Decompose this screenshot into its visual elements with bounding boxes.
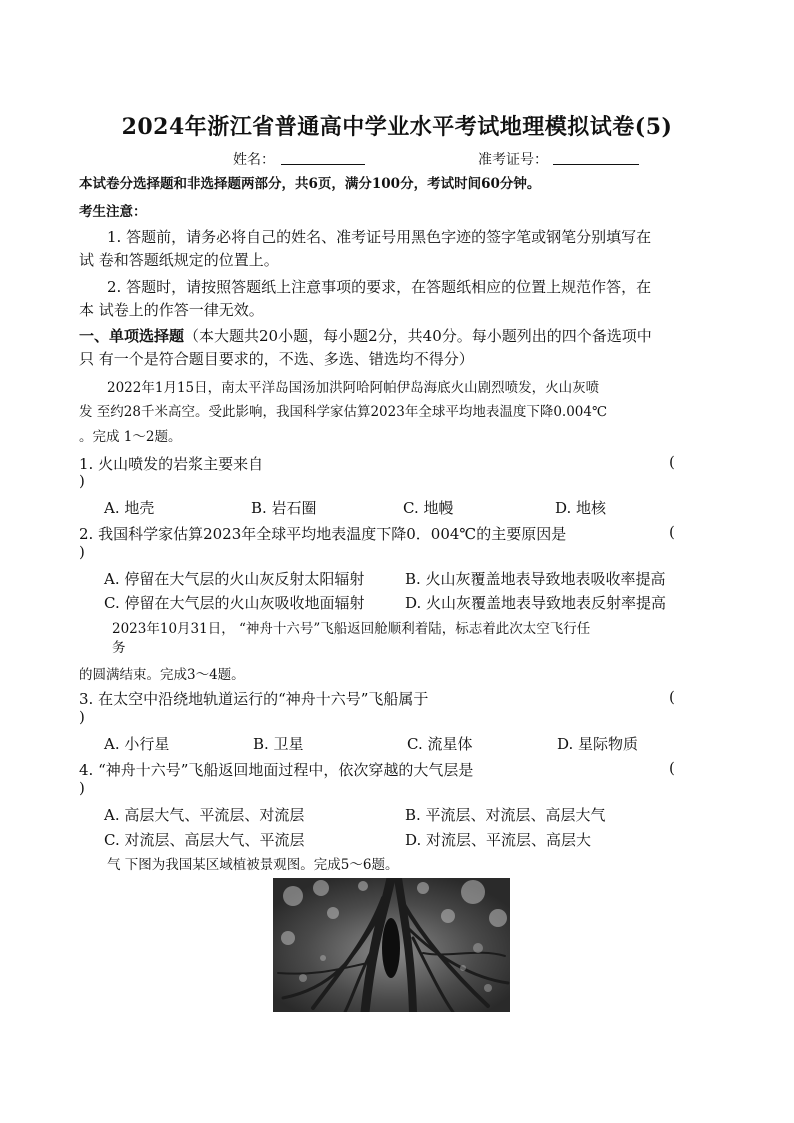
question-3-option-c: C. 流星体 bbox=[407, 735, 473, 753]
passage-1-line-1: 2022年1月15日，南太平洋岛国汤加洪阿哈阿帕伊岛海底火山剧烈喷发，火山灰喷 bbox=[107, 380, 600, 396]
id-label: 准考证号： bbox=[478, 152, 548, 168]
question-1-option-b: B. 岩石圈 bbox=[251, 499, 317, 517]
notice-item-1-line-1: 1. 答题前，请务必将自己的姓名、准考证号用黑色字迹的签字笔或钢笔分别填写在 bbox=[107, 228, 652, 246]
question-1-option-d: D. 地核 bbox=[555, 499, 607, 517]
vegetation-photo-illustration bbox=[273, 878, 510, 1012]
question-4-stem: 4. “神舟十六号”飞船返回地面过程中，依次穿越的大气层是 bbox=[79, 761, 474, 779]
question-2-paren-open: ( bbox=[669, 523, 675, 541]
page-title: 2024年浙江省普通高中学业水平考试地理模拟试卷(5) bbox=[121, 114, 673, 140]
question-2-paren-close: ) bbox=[79, 543, 85, 561]
notice-heading: 考生注意： bbox=[79, 204, 147, 220]
question-3-paren-open: ( bbox=[669, 688, 675, 706]
question-3-option-d: D. 星际物质 bbox=[557, 735, 639, 753]
notice-item-1-line-2: 试 卷和答题纸规定的位置上。 bbox=[79, 251, 279, 269]
question-2-option-a: A. 停留在大气层的火山灰反射太阳辐射 bbox=[104, 570, 365, 588]
notice-item-2-line-1: 2. 答题时，请按照答题纸上注意事项的要求，在答题纸相应的位置上规范作答，在 bbox=[107, 278, 652, 296]
question-4-option-a: A. 高层大气、平流层、对流层 bbox=[104, 806, 305, 824]
question-4-paren-close: ) bbox=[79, 779, 85, 797]
exam-intro: 本试卷分选择题和非选择题两部分，共6页，满分100分，考试时间60分钟。 bbox=[79, 176, 541, 192]
passage-2-line-1: 2023年10月31日， “神舟十六号”飞船返回舱顺利着陆，标志着此次太空飞行任 bbox=[112, 621, 591, 637]
question-2-option-c: C. 停留在大气层的火山灰吸收地面辐射 bbox=[104, 594, 365, 612]
name-label: 姓名： bbox=[233, 152, 275, 168]
passage-2-line-3: 的圆满结束。完成3～4题。 bbox=[79, 667, 245, 683]
question-1-stem: 1. 火山喷发的岩浆主要来自 bbox=[79, 455, 264, 473]
question-1-option-a: A. 地壳 bbox=[104, 499, 155, 517]
section-1-heading: 一、单项选择题 bbox=[79, 327, 185, 345]
section-1-desc-line-1: （本大题共20小题，每小题2分，共40分。每小题列出的四个备选项中 bbox=[184, 327, 652, 345]
question-2-option-d: D. 火山灰覆盖地表导致地表反射率提高 bbox=[405, 594, 667, 612]
question-2-stem: 2. 我国科学家估算2023年全球平均地表温度下降0．004℃的主要原因是 bbox=[79, 525, 567, 543]
question-3-stem: 3. 在太空中沿绕地轨道运行的“神舟十六号”飞船属于 bbox=[79, 690, 429, 708]
section-1-header bbox=[79, 325, 652, 346]
question-3-paren-close: ) bbox=[79, 708, 85, 726]
question-4-option-c: C. 对流层、高层大气、平流层 bbox=[104, 831, 305, 849]
question-3-option-a: A. 小行星 bbox=[104, 735, 170, 753]
question-3-option-b: B. 卫星 bbox=[253, 735, 304, 753]
passage-1-line-3: 。完成 1～2题。 bbox=[79, 429, 182, 445]
question-1-paren-close: ) bbox=[79, 472, 85, 490]
vegetation-landscape-photo bbox=[273, 878, 510, 1012]
id-blank-line bbox=[553, 150, 639, 165]
question-4-option-b: B. 平流层、对流层、高层大气 bbox=[405, 806, 606, 824]
passage-1-line-2: 发 至约28千米高空。受此影响，我国科学家估算2023年全球平均地表温度下降0.004℃ bbox=[79, 404, 608, 420]
question-1-option-c: C. 地幔 bbox=[403, 499, 454, 517]
passage-3: 气 下图为我国某区域植被景观图。完成5～6题。 bbox=[107, 857, 399, 873]
question-4-paren-open: ( bbox=[669, 759, 675, 777]
question-2-option-b: B. 火山灰覆盖地表导致地表吸收率提高 bbox=[405, 570, 666, 588]
name-blank-line bbox=[281, 150, 365, 165]
notice-item-2-line-2: 本 试卷上的作答一律无效。 bbox=[79, 301, 264, 319]
section-1-desc-line-2: 只 有一个是符合题目要求的，不选、多选、错选均不得分） bbox=[79, 350, 474, 368]
passage-2-line-2: 务 bbox=[112, 640, 126, 656]
question-1-paren-open: ( bbox=[669, 453, 675, 471]
question-4-option-d: D. 对流层、平流层、高层大 bbox=[405, 831, 592, 849]
